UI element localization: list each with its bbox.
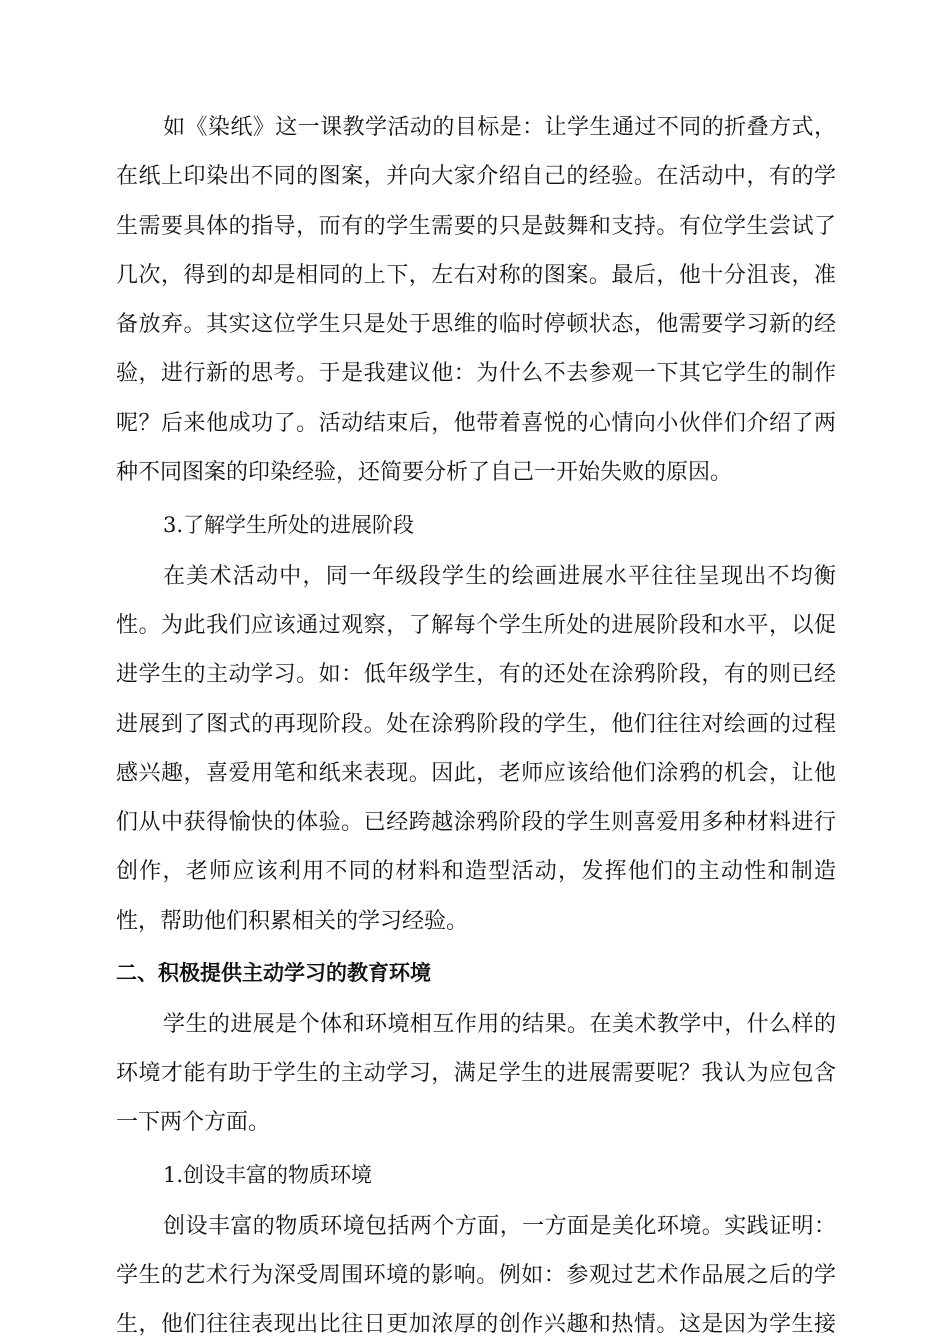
- paragraph-1-line-2: 在纸上印染出不同的图案，并向大家介绍自己的经验。在活动中，有的学: [116, 164, 836, 189]
- subheading-progress-stage: 3.了解学生所处的进展阶段: [163, 513, 415, 537]
- paragraph-2-line-3: 进学生的主动学习。如：低年级学生，有的还处在涂鸦阶段，有的则已经: [116, 662, 836, 687]
- paragraph-2-line-5: 感兴趣，喜爱用笔和纸来表现。因此，老师应该给他们涂鸦的机会，让他: [116, 761, 836, 786]
- paragraph-2-line-1: 在美术活动中，同一年级段学生的绘画进展水平往往呈现出不均衡: [163, 564, 836, 589]
- subheading-material-environment: 1.创设丰富的物质环境: [163, 1163, 373, 1187]
- paragraph-4-line-2: 学生的艺术行为深受周围环境的影响。例如：参观过艺术作品展之后的学: [116, 1263, 836, 1288]
- paragraph-3-line-3: 一下两个方面。: [116, 1110, 271, 1135]
- paragraph-1-line-1: 如《染纸》这一课教学活动的目标是：让学生通过不同的折叠方式，: [163, 115, 836, 140]
- paragraph-1-line-5: 备放弃。其实这位学生只是处于思维的临时停顿状态，他需要学习新的经: [116, 312, 836, 337]
- paragraph-4-line-3: 生，他们往往表现出比往日更加浓厚的创作兴趣和热情。这是因为学生接: [116, 1312, 836, 1337]
- paragraph-2-line-6: 们从中获得愉快的体验。已经跨越涂鸦阶段的学生则喜爱用多种材料进行: [116, 810, 836, 835]
- paragraph-3-line-2: 环境才能有助于学生的主动学习，满足学生的进展需要呢？我认为应包含: [116, 1061, 836, 1086]
- paragraph-2-line-4: 进展到了图式的再现阶段。处在涂鸦阶段的学生，他们往往对绘画的过程: [116, 712, 836, 737]
- paragraph-4-line-1: 创设丰富的物质环境包括两个方面，一方面是美化环境。实践证明：: [163, 1214, 836, 1239]
- paragraph-1-line-4: 几次，得到的却是相同的上下，左右对称的图案。最后，他十分沮丧，准: [116, 263, 836, 288]
- paragraph-1-line-8: 种不同图案的印染经验，还简要分析了自己一开始失败的原因。: [116, 460, 733, 485]
- section-heading: 二、积极提供主动学习的教育环境: [116, 961, 431, 985]
- paragraph-1-line-3: 生需要具体的指导，而有的学生需要的只是鼓舞和支持。有位学生尝试了: [116, 214, 836, 239]
- paragraph-3-line-1: 学生的进展是个体和环境相互作用的结果。在美术教学中，什么样的: [163, 1012, 836, 1037]
- paragraph-2-line-8: 性，帮助他们积累相关的学习经验。: [116, 909, 469, 934]
- paragraph-1-line-6: 验，进行新的思考。于是我建议他：为什么不去参观一下其它学生的制作: [116, 361, 836, 386]
- paragraph-2-line-7: 创作，老师应该利用不同的材料和造型活动，发挥他们的主动性和制造: [116, 859, 836, 884]
- paragraph-1-line-7: 呢？后来他成功了。活动结束后，他带着喜悦的心情向小伙伴们介绍了两: [116, 411, 836, 436]
- paragraph-2-line-2: 性。为此我们应该通过观察，了解每个学生所处的进展阶段和水平，以促: [116, 613, 836, 638]
